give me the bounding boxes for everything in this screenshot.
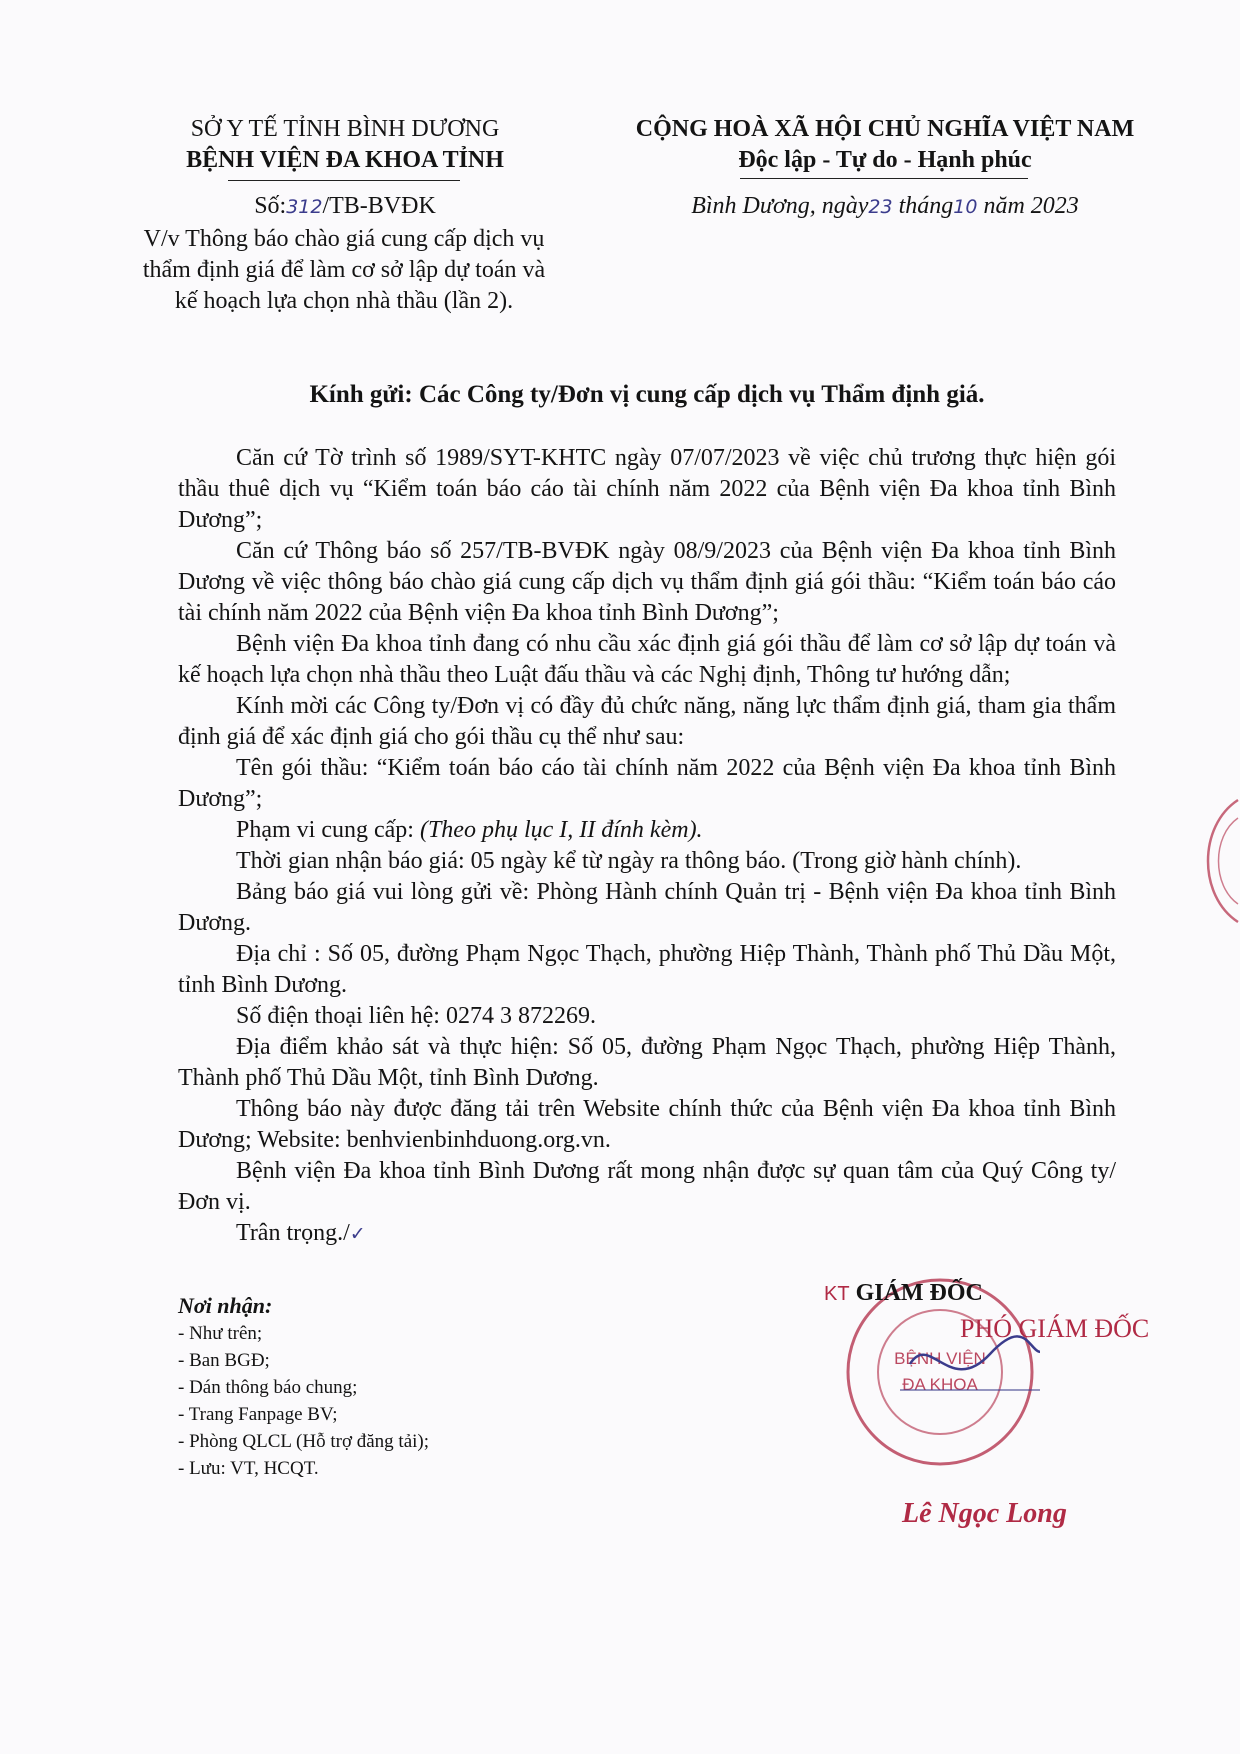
- recipient-item: - Trang Fanpage BV;: [178, 1404, 338, 1425]
- paragraph: Bảng báo giá vui lòng gửi về: Phòng Hành chính Quản trị - Bệnh viện Đa khoa tỉnh Bình Dương.: [178, 879, 1116, 936]
- page-seal-fragment: [1190, 796, 1240, 926]
- role-line: [824, 1280, 983, 1307]
- svg-text:BỆNH VIỆN: BỆNH VIỆN: [894, 1349, 986, 1368]
- recipient-item: - Dán thông báo chung;: [178, 1377, 358, 1398]
- right-header: [602, 114, 1168, 176]
- recipient-item: - Như trên;: [178, 1323, 263, 1344]
- signer-name: Lê Ngọc Long: [902, 1498, 1067, 1529]
- recipient-item: - Lưu: VT, HCQT.: [178, 1458, 319, 1479]
- left-header: [150, 114, 540, 176]
- director-title: GIÁM ĐỐC: [855, 1280, 983, 1306]
- nation-name: CỘNG HOÀ XÃ HỘI CHỦ NGHĨA VIỆT NAM: [635, 116, 1135, 142]
- number-prefix: Số:: [254, 193, 287, 219]
- letter-body: [178, 443, 1116, 1250]
- recipient-item: - Ban BGĐ;: [178, 1350, 270, 1371]
- right-header-rule: [740, 178, 1028, 179]
- date-place-text: Bình Dương, ngày: [691, 193, 869, 219]
- paragraph: Địa chỉ : Số 05, đường Phạm Ngọc Thạch, phường Hiệp Thành, Thành phố Thủ Dầu Một, tỉnh Bình Dương.: [178, 941, 1116, 998]
- deputy-director-title: PHÓ GIÁM ĐỐC: [960, 1314, 1150, 1343]
- paragraph: Căn cứ Thông báo số 257/TB-BVĐK ngày 08/9/2023 của Bệnh viện Đa khoa tỉnh Bình Dương về việc thông báo chào giá cung cấp dịch vụ thẩm định giá gói thầu: “Kiểm toán báo cáo tài chính năm 2022 của Bệnh viện Đa khoa tỉnh Bình Dương”;: [178, 538, 1116, 626]
- recipients: [178, 1292, 429, 1482]
- paragraph: Thời gian nhận báo giá: 05 ngày kể từ ngày ra thông báo. (Trong giờ hành chính).: [236, 848, 1022, 874]
- hospital-name: BỆNH VIỆN ĐA KHOA TỈNH: [186, 147, 504, 173]
- scope-label: Phạm vi cung cấp:: [236, 817, 420, 843]
- subject-line: V/v Thông báo chào giá cung cấp dịch vụ thẩm định giá để làm cơ sở lập dự toán và kế hoạch lựa chọn nhà thầu (lần 2).: [142, 226, 546, 314]
- date-place: [602, 191, 1168, 223]
- agency-name: SỞ Y TẾ TỈNH BÌNH DƯƠNG: [190, 116, 500, 142]
- recipient-item: - Phòng QLCL (Hỗ trợ đăng tải);: [178, 1431, 430, 1452]
- document-number: [150, 191, 540, 223]
- number-handwritten: 312: [286, 196, 323, 218]
- paragraph: Căn cứ Tờ trình số 1989/SYT-KHTC ngày 07/07/2023 về việc chủ trương thực hiện gói thầu thuê dịch vụ “Kiểm toán báo cáo tài chính năm 2022 của Bệnh viện Đa khoa tỉnh Bình Dương”;: [178, 445, 1116, 533]
- date-day: 23: [868, 196, 893, 218]
- national-motto: Độc lập - Tự do - Hạnh phúc: [738, 147, 1032, 173]
- recipients-title: Nơi nhận:: [178, 1293, 273, 1318]
- svg-text:ĐA KHOA: ĐA KHOA: [902, 1375, 978, 1394]
- closing: [178, 1218, 1116, 1250]
- paragraph: Số điện thoại liên hệ: 0274 3 872269.: [236, 1003, 596, 1029]
- date-month: 10: [953, 196, 978, 218]
- closing-text: Trân trọng./: [236, 1220, 350, 1246]
- date-month-label: tháng: [898, 193, 954, 219]
- paragraph: Địa điểm khảo sát và thực hiện: Số 05, đường Phạm Ngọc Thạch, phường Hiệp Thành, Thành phố Thủ Dầu Một, tỉnh Bình Dương.: [178, 1034, 1116, 1091]
- initials-mark: ✓: [349, 1223, 366, 1245]
- paragraph: Bệnh viện Đa khoa tỉnh Bình Dương rất mong nhận được sự quan tâm của Quý Công ty/Đơn vị.: [178, 1158, 1116, 1215]
- paragraph: Kính mời các Công ty/Đơn vị có đầy đủ chức năng, năng lực thẩm định giá, tham gia thẩm định giá để xác định giá cho gói thầu cụ thể như sau:: [178, 693, 1116, 750]
- paragraph: Tên gói thầu: “Kiểm toán báo cáo tài chính năm 2022 của Bệnh viện Đa khoa tỉnh Bình Dương”;: [178, 755, 1116, 812]
- left-header-rule: [228, 180, 460, 181]
- date-year: năm 2023: [983, 193, 1079, 219]
- scope-paragraph: [178, 815, 1116, 846]
- paragraph: Thông báo này được đăng tải trên Website chính thức của Bệnh viện Đa khoa tỉnh Bình Dương; Website: benhvienbinhduong.org.vn.: [178, 1096, 1116, 1153]
- salutation: Kính gửi: Các Công ty/Đơn vị cung cấp dịch vụ Thẩm định giá.: [309, 381, 985, 408]
- signature-block: [800, 1262, 1200, 1562]
- kt-label: KT: [824, 1283, 850, 1305]
- paragraph: Bệnh viện Đa khoa tỉnh đang có nhu cầu xác định giá gói thầu để làm cơ sở lập dự toán và kế hoạch lựa chọn nhà thầu theo Luật đấu thầu và các Nghị định, Thông tư hướng dẫn;: [178, 631, 1116, 688]
- number-suffix: /TB-BVĐK: [322, 193, 436, 219]
- scope-value: (Theo phụ lục I, II đính kèm).: [419, 817, 703, 843]
